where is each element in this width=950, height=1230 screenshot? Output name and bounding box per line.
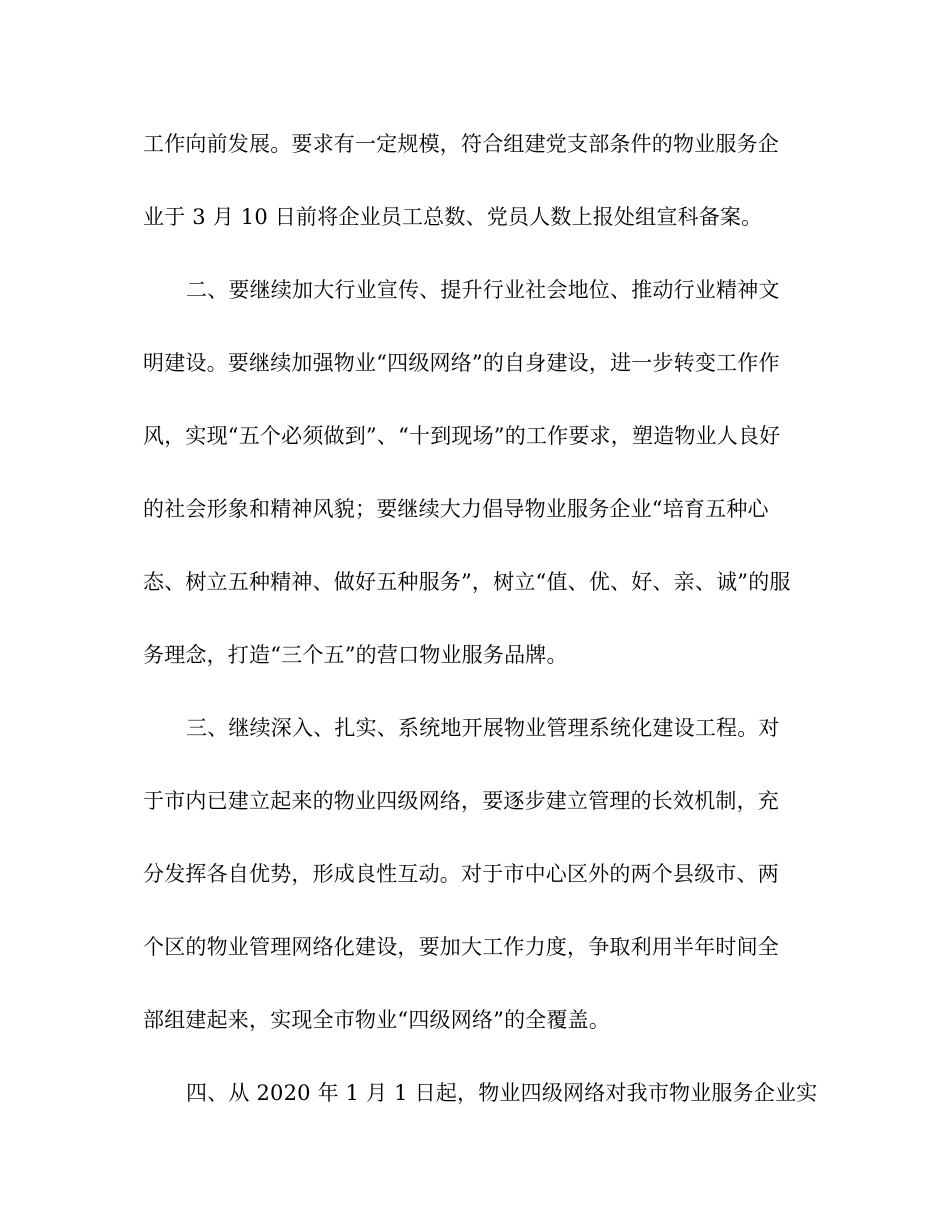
text-line: 的社会形象和精神风貌；要继续大力倡导物业服务企业“培育五种心 xyxy=(143,497,769,521)
text-line: 明建设。要继续加强物业“四级网络”的自身建设，进一步转变工作作 xyxy=(143,351,780,375)
text-line: 工作向前发展。要求有一定规模，符合组建党支部条件的物业服务企 xyxy=(143,132,779,156)
text-line: 个区的物业管理网络化建设，要加大工作力度，争取利用半年时间全 xyxy=(143,935,779,959)
text-line: 务理念，打造“三个五”的营口物业服务品牌。 xyxy=(143,643,568,667)
text-line: 风，实现“五个必须做到”、“十到现场”的工作要求，塑造物业人良好 xyxy=(143,424,781,448)
paragraph-start-line: 二、要继续加大行业宣传、提升行业社会地位、推动行业精神文 xyxy=(186,278,780,302)
text-line: 部组建起来，实现全市物业“四级网络”的全覆盖。 xyxy=(143,1008,611,1032)
paragraph-start-line: 三、继续深入、扎实、系统地开展物业管理系统化建设工程。对 xyxy=(186,716,780,740)
text-line: 于市内已建立起来的物业四级网络，要逐步建立管理的长效机制，充 xyxy=(143,789,779,813)
text-line: 业于 3 月 10 日前将企业员工总数、党员人数上报处组宣科备案。 xyxy=(143,205,763,229)
text-line: 态、树立五种精神、做好五种服务”，树立“值、优、好、亲、诚”的服 xyxy=(143,570,791,594)
paragraph-start-line: 四、从 2020 年 1 月 1 日起，物业四级网络对我市物业服务企业实 xyxy=(186,1081,818,1105)
text-line: 分发挥各自优势，形成良性互动。对于市中心区外的两个县级市、两 xyxy=(143,862,779,886)
